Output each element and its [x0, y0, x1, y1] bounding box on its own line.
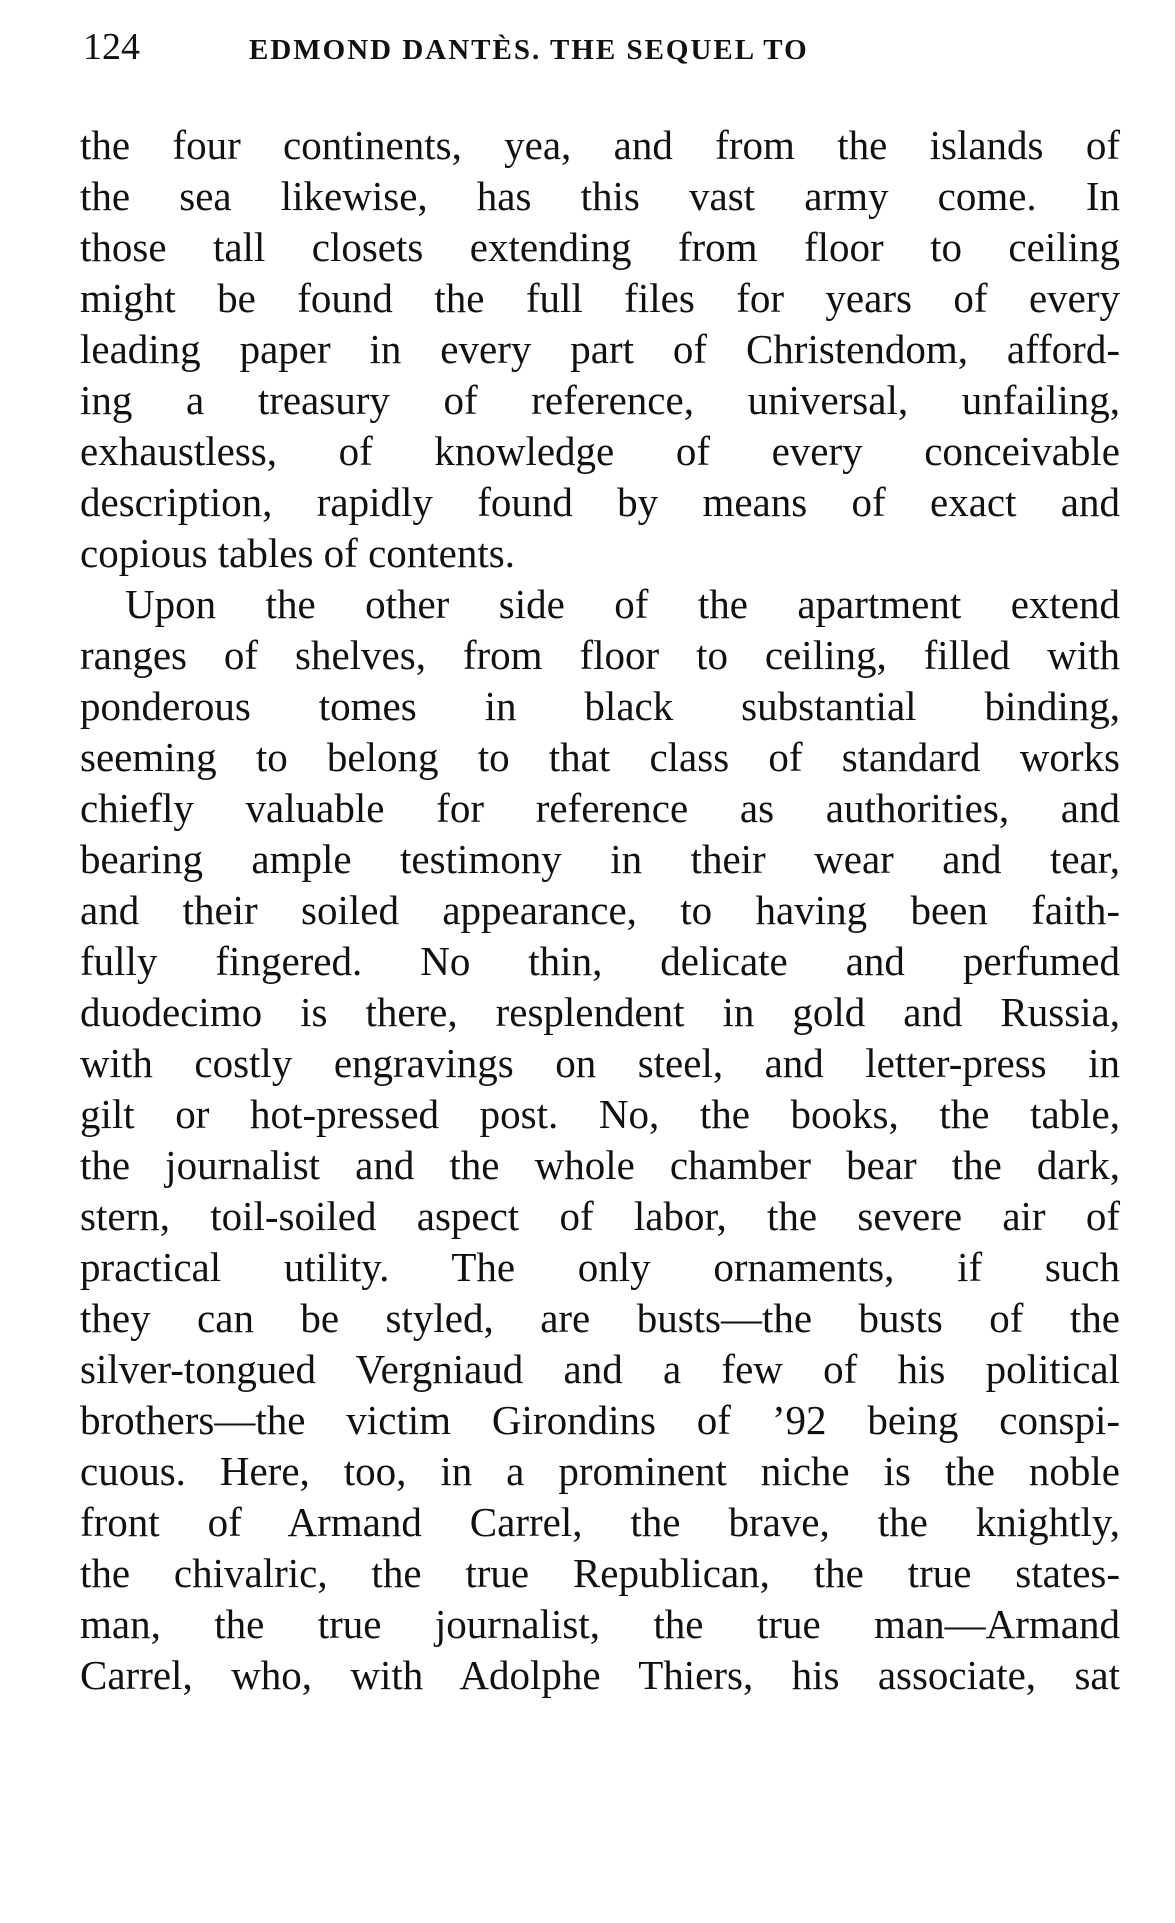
text-line: ranges of shelves, from floor to ceiling, filled with: [80, 632, 1120, 678]
running-head: [83, 22, 1093, 72]
text-line: description, rapidly found by means of exact and: [80, 479, 1120, 525]
body-text: [80, 120, 1120, 1701]
text-line: Carrel, who, with Adolphe Thiers, his associate, sat: [80, 1652, 1120, 1698]
text-line: brothers—the victim Girondins of ’92 being conspi-: [80, 1397, 1120, 1443]
running-title: EDMOND DANTÈS. THE SEQUEL TO: [249, 34, 809, 66]
text-line: duodecimo is there, resplendent in gold and Russia,: [80, 989, 1120, 1035]
text-line: the sea likewise, has this vast army come. In: [80, 173, 1120, 219]
text-line: silver-tongued Vergniaud and a few of his political: [80, 1346, 1120, 1392]
text-line: front of Armand Carrel, the brave, the knightly,: [80, 1499, 1120, 1545]
text-line: cuous. Here, too, in a prominent niche is the noble: [80, 1448, 1120, 1494]
text-line: might be found the full files for years of every: [80, 275, 1120, 321]
text-line: practical utility. The only ornaments, if such: [80, 1244, 1120, 1290]
text-line: gilt or hot-pressed post. No, the books, the table,: [80, 1091, 1120, 1137]
text-line: bearing ample testimony in their wear and tear,: [80, 836, 1120, 882]
text-line: leading paper in every part of Christendom, afford-: [80, 326, 1120, 372]
text-line: ing a treasury of reference, universal, unfailing,: [80, 377, 1120, 423]
text-line: with costly engravings on steel, and letter-press in: [80, 1040, 1120, 1086]
text-line: the journalist and the whole chamber bear the dark,: [80, 1142, 1120, 1188]
text-line: seeming to belong to that class of standard works: [80, 734, 1120, 780]
paragraph-start-line: Upon the other side of the apartment extend: [125, 581, 1120, 627]
text-line: ponderous tomes in black substantial binding,: [80, 683, 1120, 729]
paragraph-end-line: copious tables of contents.: [80, 530, 515, 576]
text-line: exhaustless, of knowledge of every conceivable: [80, 428, 1120, 474]
text-line: fully fingered. No thin, delicate and perfumed: [80, 938, 1120, 984]
text-line: man, the true journalist, the true man—Armand: [80, 1601, 1120, 1647]
text-line: the chivalric, the true Republican, the true states-: [80, 1550, 1120, 1596]
text-line: stern, toil-soiled aspect of labor, the severe air of: [80, 1193, 1120, 1239]
text-line: and their soiled appearance, to having been faith-: [80, 887, 1120, 933]
text-line: those tall closets extending from floor to ceiling: [80, 224, 1120, 270]
text-line: chiefly valuable for reference as authorities, and: [80, 785, 1120, 831]
page-number: 124: [83, 26, 140, 68]
text-line: the four continents, yea, and from the islands of: [80, 122, 1120, 168]
text-line: they can be styled, are busts—the busts of the: [80, 1295, 1120, 1341]
